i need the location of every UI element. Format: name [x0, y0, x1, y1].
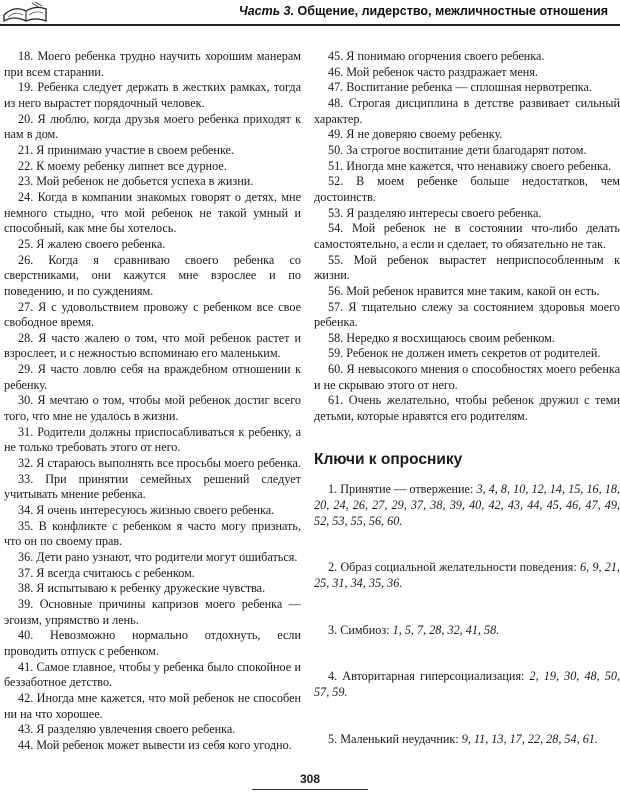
- questionnaire-item: 52. В моем ребенке больше недостатков, чем достоинств.: [314, 174, 620, 204]
- key-label: 1. Принятие — отвержение:: [328, 482, 477, 497]
- right-column-items: [314, 49, 620, 425]
- questionnaire-item: 54. Мой ребенок не в состоянии что-либо делать самостоятельно, а если и сделает, то обязательно не так.: [314, 221, 620, 251]
- questionnaire-item: 58. Нередко я восхищаюсь своим ребенком.: [328, 330, 555, 345]
- questionnaire-item: 28. Я часто жалею о том, что мой ребенок растет и взрослеет, и с нежностью вспоминаю его маленьким.: [4, 330, 301, 361]
- questionnaire-item: 43. Я разделяю увлечения своего ребенка.: [18, 722, 236, 737]
- questionnaire-item: 21. Я принимаю участие в своем ребенке.: [18, 142, 235, 157]
- footer-divider: [252, 789, 368, 790]
- questionnaire-item: 55. Мой ребенок вырастет неприспособленным к жизни.: [314, 252, 620, 283]
- questionnaire-item: 31. Родители должны приспосабливаться к ребенку, а не только требовать этого от него.: [4, 424, 301, 455]
- questionnaire-item: 36. Дети рано узнают, что родители могут ошибаться.: [18, 550, 298, 564]
- questionnaire-item: 37. Я всегда считаюсь с ребенком.: [18, 565, 195, 580]
- keys-heading: Ключи к опроснику: [314, 450, 463, 468]
- questionnaire-item: 53. Я разделяю интересы своего ребенка.: [328, 205, 542, 220]
- questionnaire-item: 30. Я мечтаю о том, чтобы мой ребенок достиг всего того, что мне не удалось в жизни.: [4, 393, 301, 424]
- questionnaire-item: 26. Когда я сравниваю своего ребенка со сверстниками, они кажутся мне взрослее и по поведению, и по суждениям.: [4, 252, 301, 298]
- questionnaire-item: 24. Когда в компании знакомых говорят о детях, мне немного стыдно, что мой ребенок не такой умный и способный, как мне бы хотелось.: [4, 189, 301, 236]
- questionnaire-item: 41. Самое главное, чтобы у ребенка было спокойное и беззаботное детство.: [4, 659, 301, 690]
- questionnaire-item: 51. Иногда мне кажется, что ненавижу своего ребенка.: [328, 158, 612, 173]
- questionnaire-item: 49. Я не доверяю своему ребенку.: [328, 127, 503, 142]
- questionnaire-item: 29. Я часто ловлю себя на враждебном отношении к ребенку.: [4, 362, 301, 392]
- key-label: 5. Маленький неудачник:: [328, 731, 462, 746]
- questionnaire-item: 38. Я испытываю к ребенку дружеские чувства.: [18, 581, 266, 596]
- questionnaire-item: 50. За строгое воспитание дети благодарят потом.: [328, 142, 587, 157]
- questionnaire-item: 32. Я стараюсь выполнять все просьбы моего ребенка.: [18, 456, 301, 471]
- keys-list: [314, 482, 620, 747]
- key-numbers: 2, 19, 30, 48, 50, 57, 59.: [314, 669, 620, 699]
- questionnaire-item: 35. В конфликте с ребенком я часто могу признать, что он по своему прав.: [4, 518, 301, 549]
- questionnaire-item: 59. Ребенок не должен иметь секретов от родителей.: [328, 346, 601, 361]
- questionnaire-item: 19. Ребенка следует держать в жестких рамках, тогда из него вырастет порядочный человек.: [4, 80, 301, 110]
- header-divider: [0, 24, 620, 26]
- questionnaire-item: 25. Я жалею своего ребенка.: [18, 236, 166, 251]
- questionnaire-item: 27. Я с удовольствием провожу с ребенком все свое свободное время.: [4, 299, 301, 330]
- right-column: [314, 49, 620, 778]
- questionnaire-item: 45. Я понимаю огорчения своего ребенка.: [328, 49, 545, 63]
- questionnaire-item: 34. Я очень интересуюсь жизнью своего ребенка.: [18, 503, 275, 518]
- questionnaire-item: 46. Мой ребенок часто раздражает меня.: [328, 64, 538, 79]
- questionnaire-item: 33. При принятии семейных решений следует учитывать мнение ребенка.: [4, 471, 301, 502]
- key-item: [314, 669, 620, 700]
- left-column: [4, 49, 301, 754]
- key-item: [314, 732, 620, 748]
- page-header: [0, 0, 620, 26]
- key-numbers: 6, 9, 21, 25, 31, 34, 35, 36.: [314, 560, 620, 591]
- questionnaire-item: 44. Мой ребенок может вывести из себя кого угодно.: [18, 737, 292, 752]
- questionnaire-item: 42. Иногда мне кажется, что мой ребенок не способен ни на что хорошее.: [4, 690, 301, 721]
- questionnaire-item: 47. Воспитание ребенка — сплошная нервотрепка.: [328, 80, 592, 95]
- questionnaire-item: 48. Строгая дисциплина в детстве развивает сильный характер.: [314, 95, 620, 126]
- questionnaire-item: 22. К моему ребенку липнет все дурное.: [18, 158, 227, 173]
- key-item: [314, 623, 620, 639]
- questionnaire-item: 60. Я невысокого мнения о способностях моего ребенка и не скрываю этого от него.: [314, 362, 620, 392]
- header-chapter-title: Общение, лидерство, межличностные отношения: [297, 4, 608, 18]
- running-header: [239, 4, 608, 18]
- key-label: 4. Авторитарная гиперсоциализация:: [328, 669, 530, 684]
- key-numbers: 9, 11, 13, 17, 22, 28, 54, 61.: [461, 731, 598, 746]
- book-logo-icon: [2, 1, 48, 23]
- questionnaire-item: 18. Моего ребенка трудно научить хорошим манерам при всем старании.: [4, 49, 301, 79]
- key-label: 2. Образ социальной желательности поведения:: [328, 560, 581, 575]
- questionnaire-item: 39. Основные причины капризов моего ребенка — эгоизм, упрямство и лень.: [4, 596, 301, 627]
- key-numbers: 3, 4, 8, 10, 12, 14, 15, 16, 18, 20, 24, 26, 27, 29, 37, 38, 39, 40, 42, 43, 44, 45, 46, 47, 49, 52, 53, 55, 56, 60.: [314, 482, 620, 528]
- key-item: [314, 482, 620, 529]
- key-item: [314, 560, 620, 591]
- questionnaire-item: 23. Мой ребенок не добьется успеха в жизни.: [18, 174, 254, 189]
- questionnaire-item: 56. Мой ребенок нравится мне таким, какой он есть.: [328, 283, 600, 298]
- questionnaire-item: 20. Я люблю, когда друзья моего ребенка приходят к нам в дом.: [4, 111, 301, 142]
- questionnaire-item: 40. Невозможно нормально отдохнуть, если проводить отпуск с ребенком.: [4, 628, 301, 658]
- questionnaire-item: 61. Очень желательно, чтобы ребенок дружил с теми детьми, которые нравятся его родителям.: [314, 393, 620, 424]
- key-numbers: 1, 5, 7, 28, 32, 41, 58.: [392, 622, 500, 637]
- header-part: Часть 3.: [238, 4, 295, 18]
- page-number: 308: [299, 772, 321, 786]
- key-label: 3. Симбиоз:: [328, 622, 393, 637]
- questionnaire-item: 57. Я тщательно слежу за состоянием здоровья моего ребенка.: [314, 299, 620, 330]
